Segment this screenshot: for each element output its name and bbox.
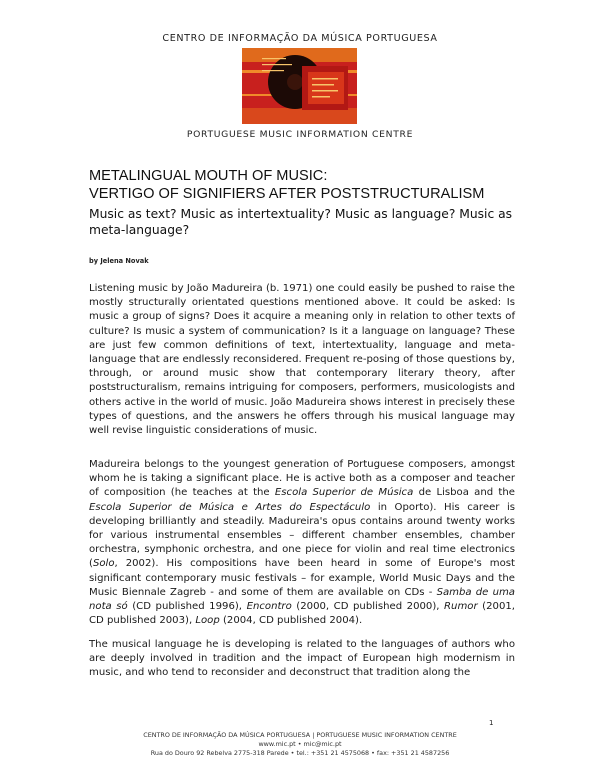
page-number: 1 xyxy=(489,719,494,727)
footer-address: Rua do Douro 92 Rebelva 2775-318 Parede • tel.: +351 21 4575068 • fax: +351 21 4587256 xyxy=(150,749,450,757)
article-subtitle: Music as text? Music as intertextuality? Music as language? Music as meta-language? xyxy=(89,207,513,237)
logo-disc-inner xyxy=(287,74,303,90)
p2-text: (2001, CD published 2003), xyxy=(89,601,516,627)
organization-name-en: PORTUGUESE MUSIC INFORMATION CENTRE xyxy=(186,129,414,140)
p2-italic-school-2: Escola Superior de Música e Artes do Espectáculo xyxy=(89,501,371,513)
paragraph-3: The musical language he is developing is related to the languages of authors who are deeply involved in tradition and the impact of European high modernism in music, and who tend to reconsider and deconstruct that tradition along the xyxy=(89,639,515,679)
author-byline: by Jelena Novak xyxy=(89,257,149,265)
p2-italic-work-loop: Loop xyxy=(195,615,220,627)
logo-line xyxy=(312,78,338,80)
title-line-1: METALINGUAL MOUTH OF MUSIC: xyxy=(89,168,328,184)
p2-text: , 2002). His compositions have been heard in some of Europe's most significant contemporary music festivals – for example, World Music Days and the Music Biennale Zagreb - and some of them are available on CDs - xyxy=(89,558,515,598)
p2-text: Madureira belongs to the youngest generation of Portuguese composers, amongst whom he is taking a significant place. He is active both as a composer and teacher of composition (he teaches at the xyxy=(89,459,515,499)
mic-logo xyxy=(242,48,357,124)
title-line-2: VERTIGO OF SIGNIFIERS AFTER POSTSTRUCTURALISM xyxy=(89,186,485,202)
p2-italic-work-rumor: Rumor xyxy=(444,601,478,613)
paragraph-2 xyxy=(89,458,515,628)
p2-text: de Lisboa and the xyxy=(413,487,515,499)
footer-org-line: CENTRO DE INFORMAÇÃO DA MÚSICA PORTUGUESA | PORTUGUESE MUSIC INFORMATION CENTRE xyxy=(143,731,457,739)
logo-line xyxy=(262,70,284,71)
p2-italic-work-samba: Samba de uma nota só xyxy=(89,586,515,613)
article-title xyxy=(89,167,484,203)
p2-italic-work-encontro: Encontro xyxy=(246,601,292,613)
paragraph-1: Listening music by João Madureira (b. 1971) one could easily be pushed to raise the mostly structurally orientated questions mentioned above. It could be asked: Is music a group of signs? Does it acquire a meaning only in relation to other texts of culture? Is music a system of communication? Is it a language on language? These are just few common definitions of text, intertextuality, language and meta-language that are endlessly reconsidered. Frequent re-posing of those questions by, through, or around music show that contemporary literary theory, after poststructuralism, remains intriguing for composers, performers, musicologists and others active in the world of music. João Madureira shows interest in precisely these types of questions, and the answers he offers through his musical language may well revise linguistic considerations of music. xyxy=(89,283,515,437)
logo-line xyxy=(262,64,292,65)
organization-name-pt: CENTRO DE INFORMAÇÃO DA MÚSICA PORTUGUESA xyxy=(162,33,438,44)
p2-text: in Oporto). His career is developing brilliantly and steadily. Madureira's opus contains around twenty works for various instrumental ensembles – different chamber ensembles, chamber orchestra, symphonic orchestra, and one piece for violin and real time electronics ( xyxy=(89,501,516,570)
p2-italic-work-solo: Solo xyxy=(92,558,115,570)
p2-text: (2000, CD published 2000), xyxy=(291,601,445,613)
logo-block xyxy=(308,72,344,104)
p2-italic-school-1: Escola Superior de Música xyxy=(274,487,414,499)
footer-contact-web: www.mic.pt • mic@mic.pt xyxy=(258,740,342,748)
logo-line xyxy=(312,90,338,92)
logo-line xyxy=(262,58,286,59)
p2-text: (2004, CD published 2004). xyxy=(219,615,363,627)
p2-text: (CD published 1996), xyxy=(127,601,247,613)
logo-band-orange-low xyxy=(242,108,357,124)
logo-line xyxy=(312,96,330,98)
logo-line xyxy=(312,84,334,86)
